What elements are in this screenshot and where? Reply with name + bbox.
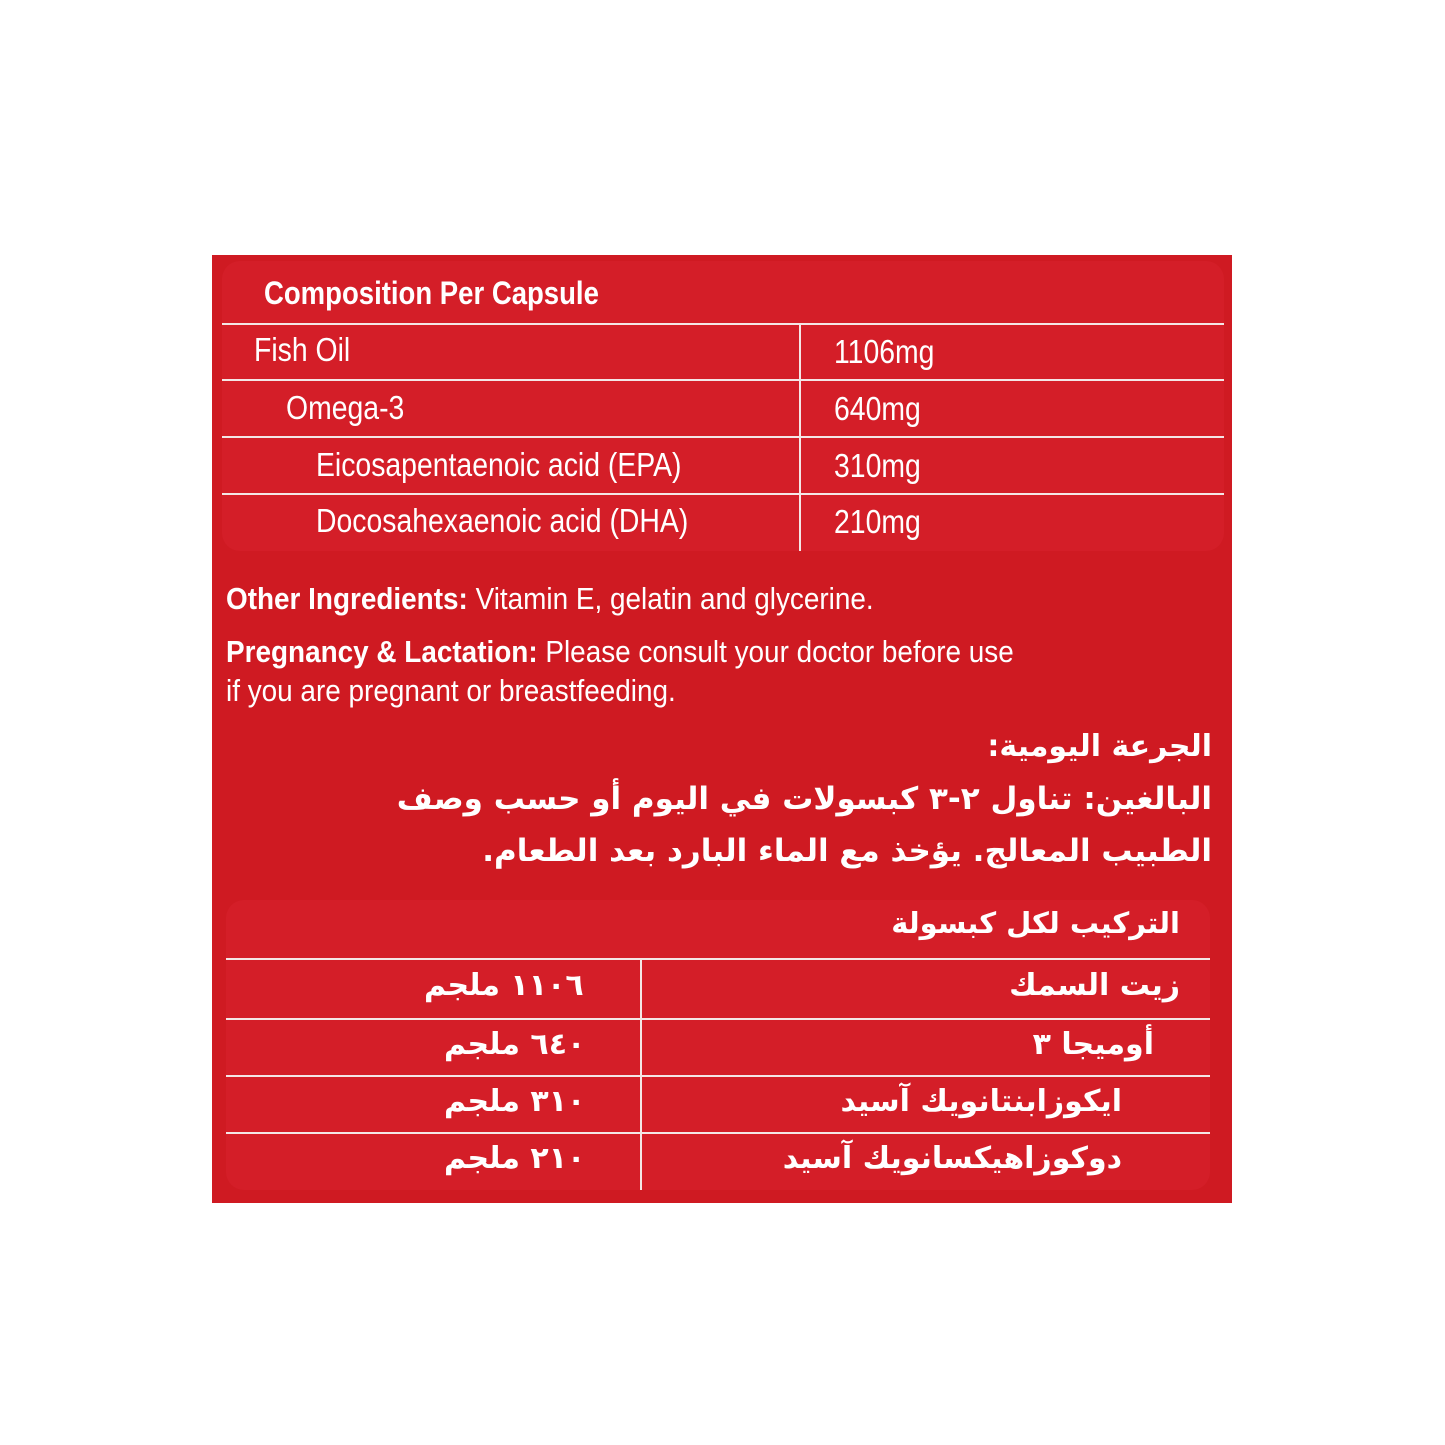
row-name-omega-3: Omega-3 — [286, 389, 405, 426]
arabic-row-name-omega-3: أوميجا ٣ — [1032, 1027, 1154, 1062]
other-ingredients-label: Other Ingredients: — [226, 581, 468, 616]
divider — [226, 1075, 1210, 1077]
arabic-composition-title: التركيب لكل كبسولة — [891, 906, 1180, 940]
row-value-fish-oil: 1106mg — [834, 333, 935, 370]
row-name-fish-oil: Fish Oil — [254, 331, 351, 368]
arabic-row-value-fish-oil: ١١٠٦ ملجم — [424, 968, 584, 1003]
arabic-row-value-epa: ٣١٠ ملجم — [444, 1084, 586, 1119]
divider — [226, 1132, 1210, 1134]
divider — [222, 379, 1224, 381]
row-value-omega-3: 640mg — [834, 390, 921, 427]
divider — [222, 323, 1224, 325]
pregnancy-line-2: if you are pregnant or breastfeeding. — [226, 673, 676, 708]
arabic-row-name-epa: ايكوزابنتانويك آسيد — [840, 1084, 1122, 1119]
pregnancy-text-1: Please consult your doctor before use — [537, 634, 1014, 669]
label-panel — [212, 255, 1232, 1203]
row-value-epa: 310mg — [834, 447, 921, 484]
english-composition-box — [222, 261, 1224, 551]
arabic-row-value-dha: ٢١٠ ملجم — [444, 1141, 586, 1176]
arabic-dosage-heading: الجرعة اليومية: — [987, 729, 1212, 764]
divider — [226, 958, 1210, 960]
arabic-dosage-line-1: البالغين: تناول ٢-٣ كبسولات في اليوم أو حسب وصف — [396, 781, 1212, 817]
pregnancy-line-1 — [226, 632, 1014, 672]
english-composition-title: Composition Per Capsule — [264, 275, 599, 311]
pregnancy-label: Pregnancy & Lactation: — [226, 634, 538, 669]
divider — [226, 1018, 1210, 1020]
row-name-dha: Docosahexaenoic acid (DHA) — [316, 502, 689, 539]
column-divider — [640, 958, 642, 1190]
arabic-row-name-dha: دوكوزاهيكسانويك آسيد — [782, 1141, 1122, 1176]
arabic-composition-box — [226, 900, 1210, 1190]
other-ingredients-text: Vitamin E, gelatin and glycerine. — [467, 581, 874, 616]
column-divider — [799, 323, 801, 551]
other-ingredients-line — [226, 579, 874, 619]
divider — [222, 436, 1224, 438]
divider — [222, 493, 1224, 495]
arabic-dosage-line-2: الطبيب المعالج. يؤخذ مع الماء البارد بعد الطعام. — [482, 833, 1212, 869]
row-value-dha: 210mg — [834, 503, 921, 540]
row-name-epa: Eicosapentaenoic acid (EPA) — [316, 446, 682, 483]
arabic-row-value-omega-3: ٦٤٠ ملجم — [444, 1027, 586, 1062]
arabic-row-name-fish-oil: زيت السمك — [1009, 968, 1180, 1003]
